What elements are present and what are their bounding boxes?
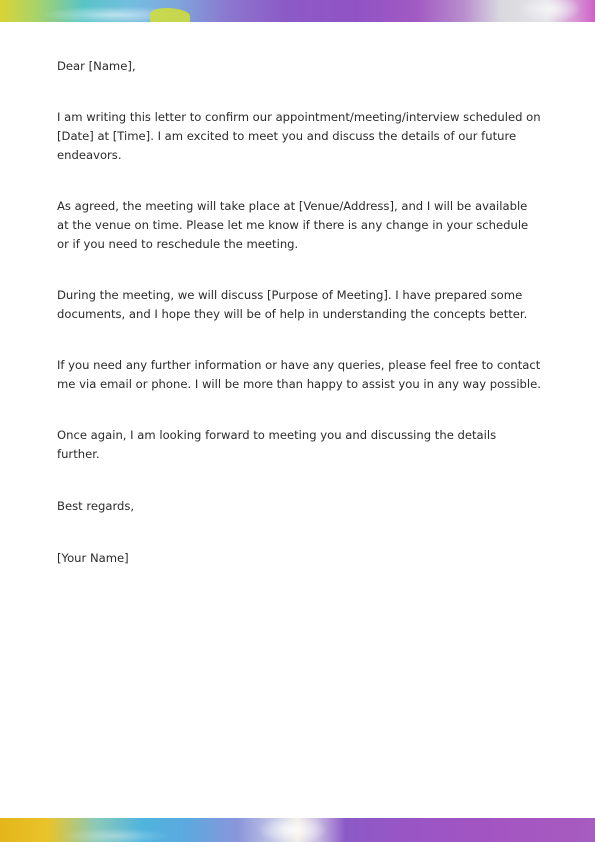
- letter-body: [57, 57, 542, 568]
- letter-closing: Best regards,: [57, 499, 135, 513]
- bottom-decorative-band: [0, 818, 595, 842]
- bottom-band-brush-stroke: [60, 828, 170, 842]
- top-decorative-band: [0, 0, 595, 22]
- top-band-brush-accent: [150, 8, 190, 22]
- letter-greeting: Dear [Name],: [57, 59, 136, 73]
- letter-signature: [Your Name]: [57, 551, 129, 565]
- letter-paragraph-confirmation: I am writing this letter to confirm our appointment/meeting/interview scheduled on [Date] at [Time]. I am excited to meet you and discuss the details of our future endeavors.: [57, 110, 541, 162]
- letter-paragraph-contact: If you need any further information or have any queries, please feel free to contact me via email or phone. I will be more than happy to assist you in any way possible.: [57, 358, 541, 391]
- letter-paragraph-venue: As agreed, the meeting will take place at [Venue/Address], and I will be available at the venue on time. Please let me know if there is any change in your schedule or if you need to reschedule the meeting.: [57, 199, 529, 251]
- letter-paragraph-purpose: During the meeting, we will discuss [Purpose of Meeting]. I have prepared some documents, and I hope they will be of help in understanding the concepts better.: [57, 288, 528, 321]
- bottom-band-highlight: [258, 818, 328, 842]
- letter-paragraph-closing-remark: Once again, I am looking forward to meeting you and discussing the details further.: [57, 428, 497, 461]
